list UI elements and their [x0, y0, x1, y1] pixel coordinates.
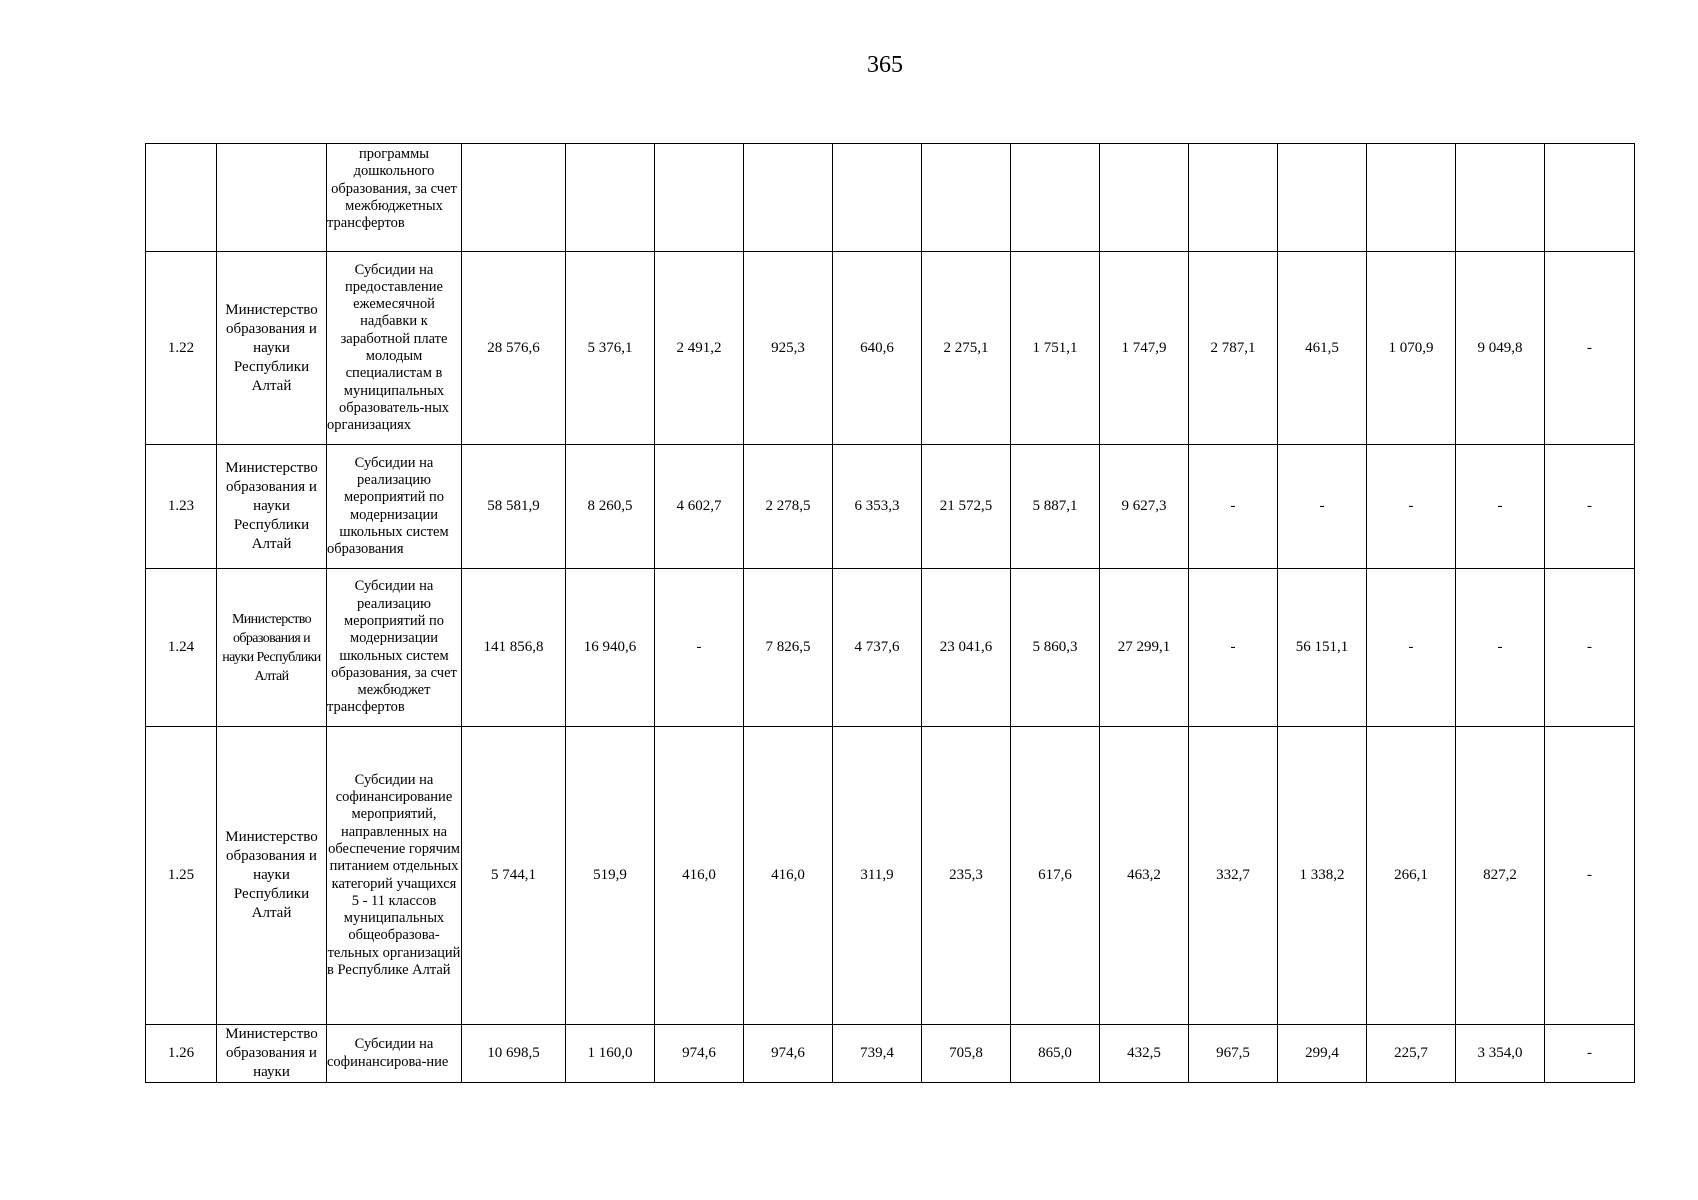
value-cell: 1 070,9 [1367, 252, 1456, 445]
value-cell [1545, 144, 1635, 252]
value-cell [462, 144, 566, 252]
value-cell: 2 278,5 [744, 445, 833, 569]
value-cell: 9 627,3 [1100, 445, 1189, 569]
value-cell: 617,6 [1011, 727, 1100, 1025]
value-cell: 2 787,1 [1189, 252, 1278, 445]
value-cell: 4 737,6 [833, 569, 922, 727]
responsible-org-cell: Министерство образования и науки Республики Алтай [217, 252, 327, 445]
value-cell: 463,2 [1100, 727, 1189, 1025]
row-number-cell: 1.25 [146, 727, 217, 1025]
value-cell: - [1545, 569, 1635, 727]
value-cell: 974,6 [655, 1025, 744, 1083]
value-cell: - [1545, 1025, 1635, 1083]
value-cell: 416,0 [744, 727, 833, 1025]
row-number-cell: 1.26 [146, 1025, 217, 1083]
responsible-org-cell [217, 144, 327, 252]
description-cell: программы дошкольного образования, за счет межбюджетных трансфертов [327, 144, 462, 252]
value-cell: - [1367, 569, 1456, 727]
responsible-org-cell: Министерство образования и науки Республики Алтай [217, 445, 327, 569]
value-cell: 974,6 [744, 1025, 833, 1083]
value-cell: 2 491,2 [655, 252, 744, 445]
value-cell: - [1456, 569, 1545, 727]
value-cell: 141 856,8 [462, 569, 566, 727]
value-cell: - [1545, 727, 1635, 1025]
value-cell: 266,1 [1367, 727, 1456, 1025]
table-body [146, 144, 1635, 1083]
description-cell: Субсидии на реализацию мероприятий по модернизации школьных систем образования, за счет межбюджет трансфертов [327, 569, 462, 727]
table-row [146, 1025, 1635, 1083]
value-cell: - [655, 569, 744, 727]
value-cell: 1 751,1 [1011, 252, 1100, 445]
value-cell: 5 376,1 [566, 252, 655, 445]
value-cell: - [1367, 445, 1456, 569]
value-cell: - [1278, 445, 1367, 569]
value-cell: - [1189, 445, 1278, 569]
value-cell: 16 940,6 [566, 569, 655, 727]
value-cell: 5 860,3 [1011, 569, 1100, 727]
table-row [146, 727, 1635, 1025]
value-cell: 6 353,3 [833, 445, 922, 569]
value-cell: 10 698,5 [462, 1025, 566, 1083]
value-cell: 58 581,9 [462, 445, 566, 569]
value-cell: 28 576,6 [462, 252, 566, 445]
value-cell: 332,7 [1189, 727, 1278, 1025]
value-cell: 5 744,1 [462, 727, 566, 1025]
value-cell: 3 354,0 [1456, 1025, 1545, 1083]
value-cell: 1 338,2 [1278, 727, 1367, 1025]
value-cell: 9 049,8 [1456, 252, 1545, 445]
page-number: 365 [867, 52, 903, 78]
responsible-org-cell: Министерство образования и науки [217, 1025, 327, 1083]
row-number-cell: 1.22 [146, 252, 217, 445]
value-cell: 311,9 [833, 727, 922, 1025]
value-cell: - [1545, 252, 1635, 445]
value-cell: 705,8 [922, 1025, 1011, 1083]
value-cell: 640,6 [833, 252, 922, 445]
row-number-cell: 1.23 [146, 445, 217, 569]
value-cell: 299,4 [1278, 1025, 1367, 1083]
value-cell [1189, 144, 1278, 252]
value-cell: 1 747,9 [1100, 252, 1189, 445]
value-cell: 865,0 [1011, 1025, 1100, 1083]
value-cell: - [1189, 569, 1278, 727]
value-cell [1100, 144, 1189, 252]
value-cell: 967,5 [1189, 1025, 1278, 1083]
value-cell: - [1456, 445, 1545, 569]
value-cell: 8 260,5 [566, 445, 655, 569]
value-cell [1367, 144, 1456, 252]
value-cell [655, 144, 744, 252]
value-cell: 519,9 [566, 727, 655, 1025]
value-cell: 235,3 [922, 727, 1011, 1025]
responsible-org-cell: Министерство образования и науки Республики Алтай [217, 569, 327, 727]
budget-table [145, 143, 1635, 1083]
table-row [146, 252, 1635, 445]
value-cell: 432,5 [1100, 1025, 1189, 1083]
value-cell: 21 572,5 [922, 445, 1011, 569]
value-cell: 416,0 [655, 727, 744, 1025]
value-cell [744, 144, 833, 252]
value-cell: 739,4 [833, 1025, 922, 1083]
value-cell [1011, 144, 1100, 252]
description-cell: Субсидии на предоставление ежемесячной надбавки к заработной плате молодым специалистам в муниципальных образователь-ных организациях [327, 252, 462, 445]
value-cell: 23 041,6 [922, 569, 1011, 727]
value-cell [922, 144, 1011, 252]
responsible-org-cell: Министерство образования и науки Республики Алтай [217, 727, 327, 1025]
value-cell [566, 144, 655, 252]
value-cell: 27 299,1 [1100, 569, 1189, 727]
row-number-cell [146, 144, 217, 252]
value-cell: 827,2 [1456, 727, 1545, 1025]
value-cell [833, 144, 922, 252]
value-cell: 2 275,1 [922, 252, 1011, 445]
table-row [146, 144, 1635, 252]
value-cell: 4 602,7 [655, 445, 744, 569]
value-cell: 461,5 [1278, 252, 1367, 445]
table-row [146, 569, 1635, 727]
value-cell: 7 826,5 [744, 569, 833, 727]
description-cell: Субсидии на реализацию мероприятий по модернизации школьных систем образования [327, 445, 462, 569]
value-cell [1456, 144, 1545, 252]
description-cell: Субсидии на софинансирование мероприятий, направленных на обеспечение горячим питанием отдельных категорий учащихся 5 - 11 классов муниципальных общеобразова-тельных организаций в Республике Алтай [327, 727, 462, 1025]
table-row [146, 445, 1635, 569]
value-cell: 5 887,1 [1011, 445, 1100, 569]
value-cell: - [1545, 445, 1635, 569]
value-cell: 225,7 [1367, 1025, 1456, 1083]
description-cell: Субсидии на софинансирова-ние [327, 1025, 462, 1083]
row-number-cell: 1.24 [146, 569, 217, 727]
value-cell: 925,3 [744, 252, 833, 445]
value-cell [1278, 144, 1367, 252]
value-cell: 56 151,1 [1278, 569, 1367, 727]
value-cell: 1 160,0 [566, 1025, 655, 1083]
